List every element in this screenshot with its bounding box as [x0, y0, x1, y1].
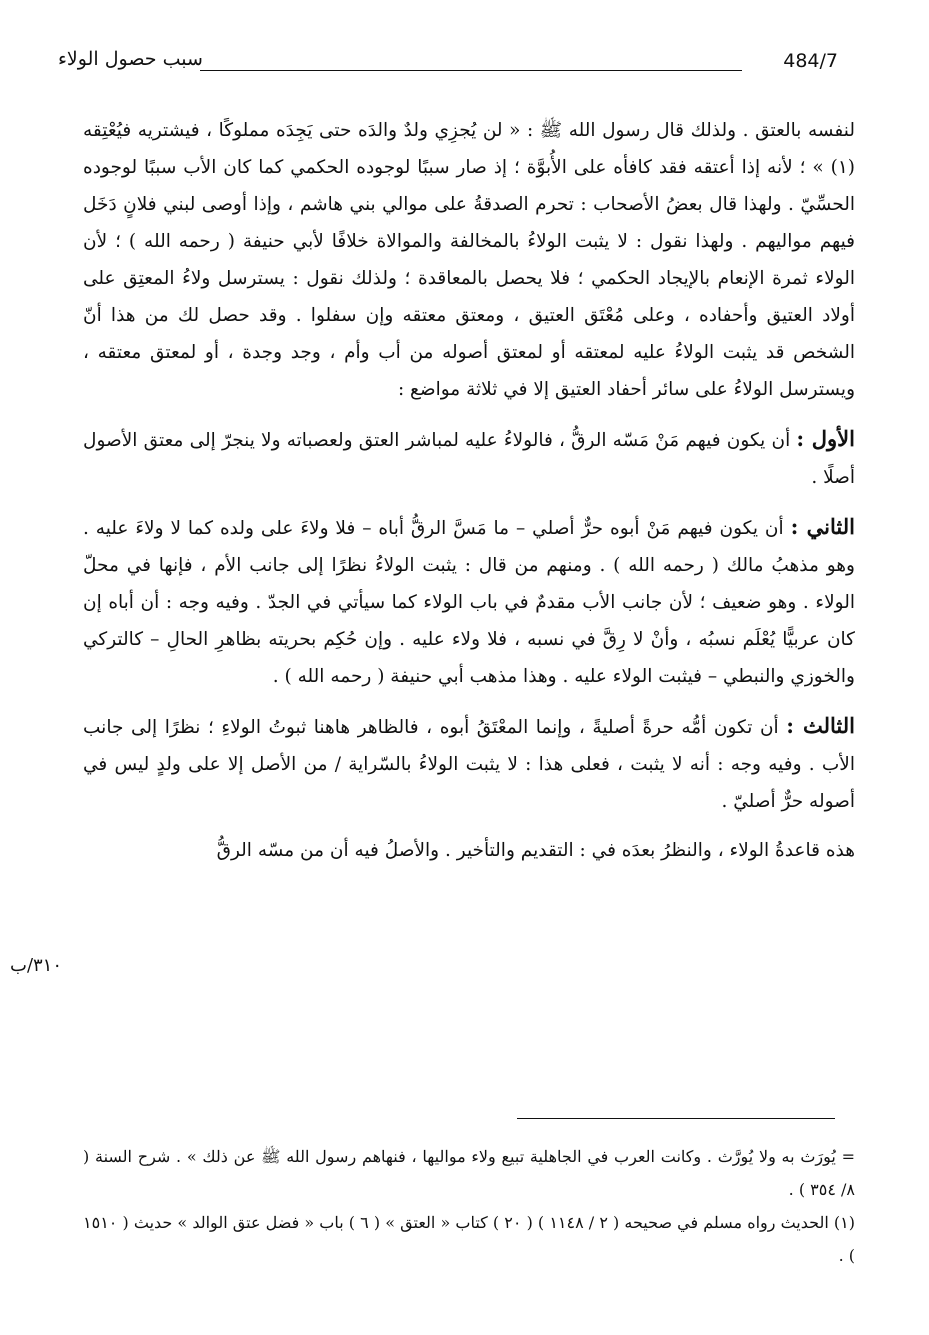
running-title: سبب حصول الولاء	[58, 48, 203, 70]
section-second-text: أن يكون فيهم مَنْ أبوه حرٌّ أصلي – ما مَسَّ الرقُّ أباه – فلا ولاءَ على ولده كما لا ولاءَ عليه . وهو مذهبُ مالك ( رحمه الله ) . ومنهم من قال : يثبت الولاءُ نظرًا إلى جانب الأم ، فإنها في محلّ الولاء . وهو ضعيف ؛ لأن جانب الأب مقدمٌ في باب الولاء كما سيأتي في الجدّ . وفيه وجه : أن أباه إن كان عربيًّا يُعْلَم نسبُه ، وأنْ لا رِقَّ في نسبه ، فلا ولاء عليه . وإن حُكِم بحريته بظاهرِ الحالِ – كالتركي والخوزي والنبطي – فيثبت الولاء عليه . وهذا مذهب أبي حنيفة ( رحمه الله ) .	[83, 518, 855, 687]
section-third-text: أن تكون أمُّه حرةً أصليةً ، وإنما المعْتَقُ أبوه ، فالظاهر هاهنا ثبوتُ الولاءِ ؛ نظرًا إلى جانب الأب . وفيه وجه : أنه لا يثبت ، فعلى هذا : لا يثبت الولاءُ بالسّراية / من الأصل إلا على ولدٍ ليس في أصوله حرٌّ أصليّ .	[83, 717, 855, 812]
page-number: 484/7	[783, 50, 838, 72]
manuscript-folio-note: ٣١٠/ب	[10, 955, 63, 976]
footnotes	[83, 1140, 855, 1272]
header-rule	[200, 70, 742, 71]
main-text	[83, 112, 855, 869]
section-first-text: أن يكون فيهم مَنْ مَسّه الرقُّ ، فالولاءُ عليه لمباشر العتق ولعصباته ولا ينجرّ إلى معتق الأصول أصلًا .	[83, 430, 855, 488]
intro-paragraph: لنفسه بالعتق . ولذلك قال رسول الله ﷺ : « لن يُجزِي ولدٌ والدَه حتى يَجِدَه مملوكًا ، فيشتريه فيُعْتِقه (١) » ؛ لأنه إذا أعتقه فقد كافأه على الأُبوَّة ؛ إذ صار سببًا لوجوده الحكمي كما كان الأب سببًا لوجوده الحسِّيّ . ولهذا قال بعضُ الأصحاب : تحرم الصدقةُ على موالي بني هاشم ، وإذا أوصى لبني فلانٍ دَخَل فيهم مواليهم . ولهذا نقول : لا يثبت الولاءُ بالمخالفة والموالاة خلافًا لأبي حنيفة ( رحمه الله ) ؛ لأن الولاء ثمرة الإنعام بالإيجاد الحكمي ؛ فلا يحصل بالمعاقدة ؛ ولذلك نقول : يسترسل ولاءُ المعتِق على أولاد العتيق وأحفاده ، وعلى مُعْتَق العتيق ، ومعتق معتقه وإن سفلوا . وقد حصل لك من هذا أنّ الشخص قد يثبت الولاءُ عليه لمعتقه أو لمعتق أصوله من أب وأم ، وجد وجدة ، أو لمعتق معتقه ، ويسترسل الولاءُ على سائر أحفاد العتيق إلا في ثلاثة مواضع :	[83, 120, 855, 400]
section-second-heading: الثاني :	[790, 514, 855, 539]
section-third-heading: الثالث :	[786, 713, 855, 738]
section-third	[83, 707, 855, 820]
section-first	[83, 420, 855, 496]
section-first-heading: الأول :	[796, 426, 855, 451]
footnote-rule	[517, 1118, 835, 1119]
section-second	[83, 508, 855, 695]
page-header	[58, 42, 838, 82]
closing-paragraph: هذه قاعدةُ الولاء ، والنظرُ بعدَه في : التقديم والتأخير . والأصلُ فيه أن من مسّه الرقُّ	[216, 840, 855, 861]
footnote-1: (١) الحديث رواه مسلم في صحيحه ( ٢ / ١١٤٨ ) ( ٢٠ ) كتاب « العتق » ( ٦ ) باب « فضل عتق الوالد » حديث ( ١٥١٠ ) .	[83, 1213, 856, 1265]
footnote-continued: = يُورَث به ولا يُورَّث . وكانت العرب في الجاهلية تبيع ولاء مواليها ، فنهاهم رسول الله ﷺ عن ذلك » . شرح السنة ( ٨/ ٣٥٤ ) .	[83, 1147, 855, 1199]
